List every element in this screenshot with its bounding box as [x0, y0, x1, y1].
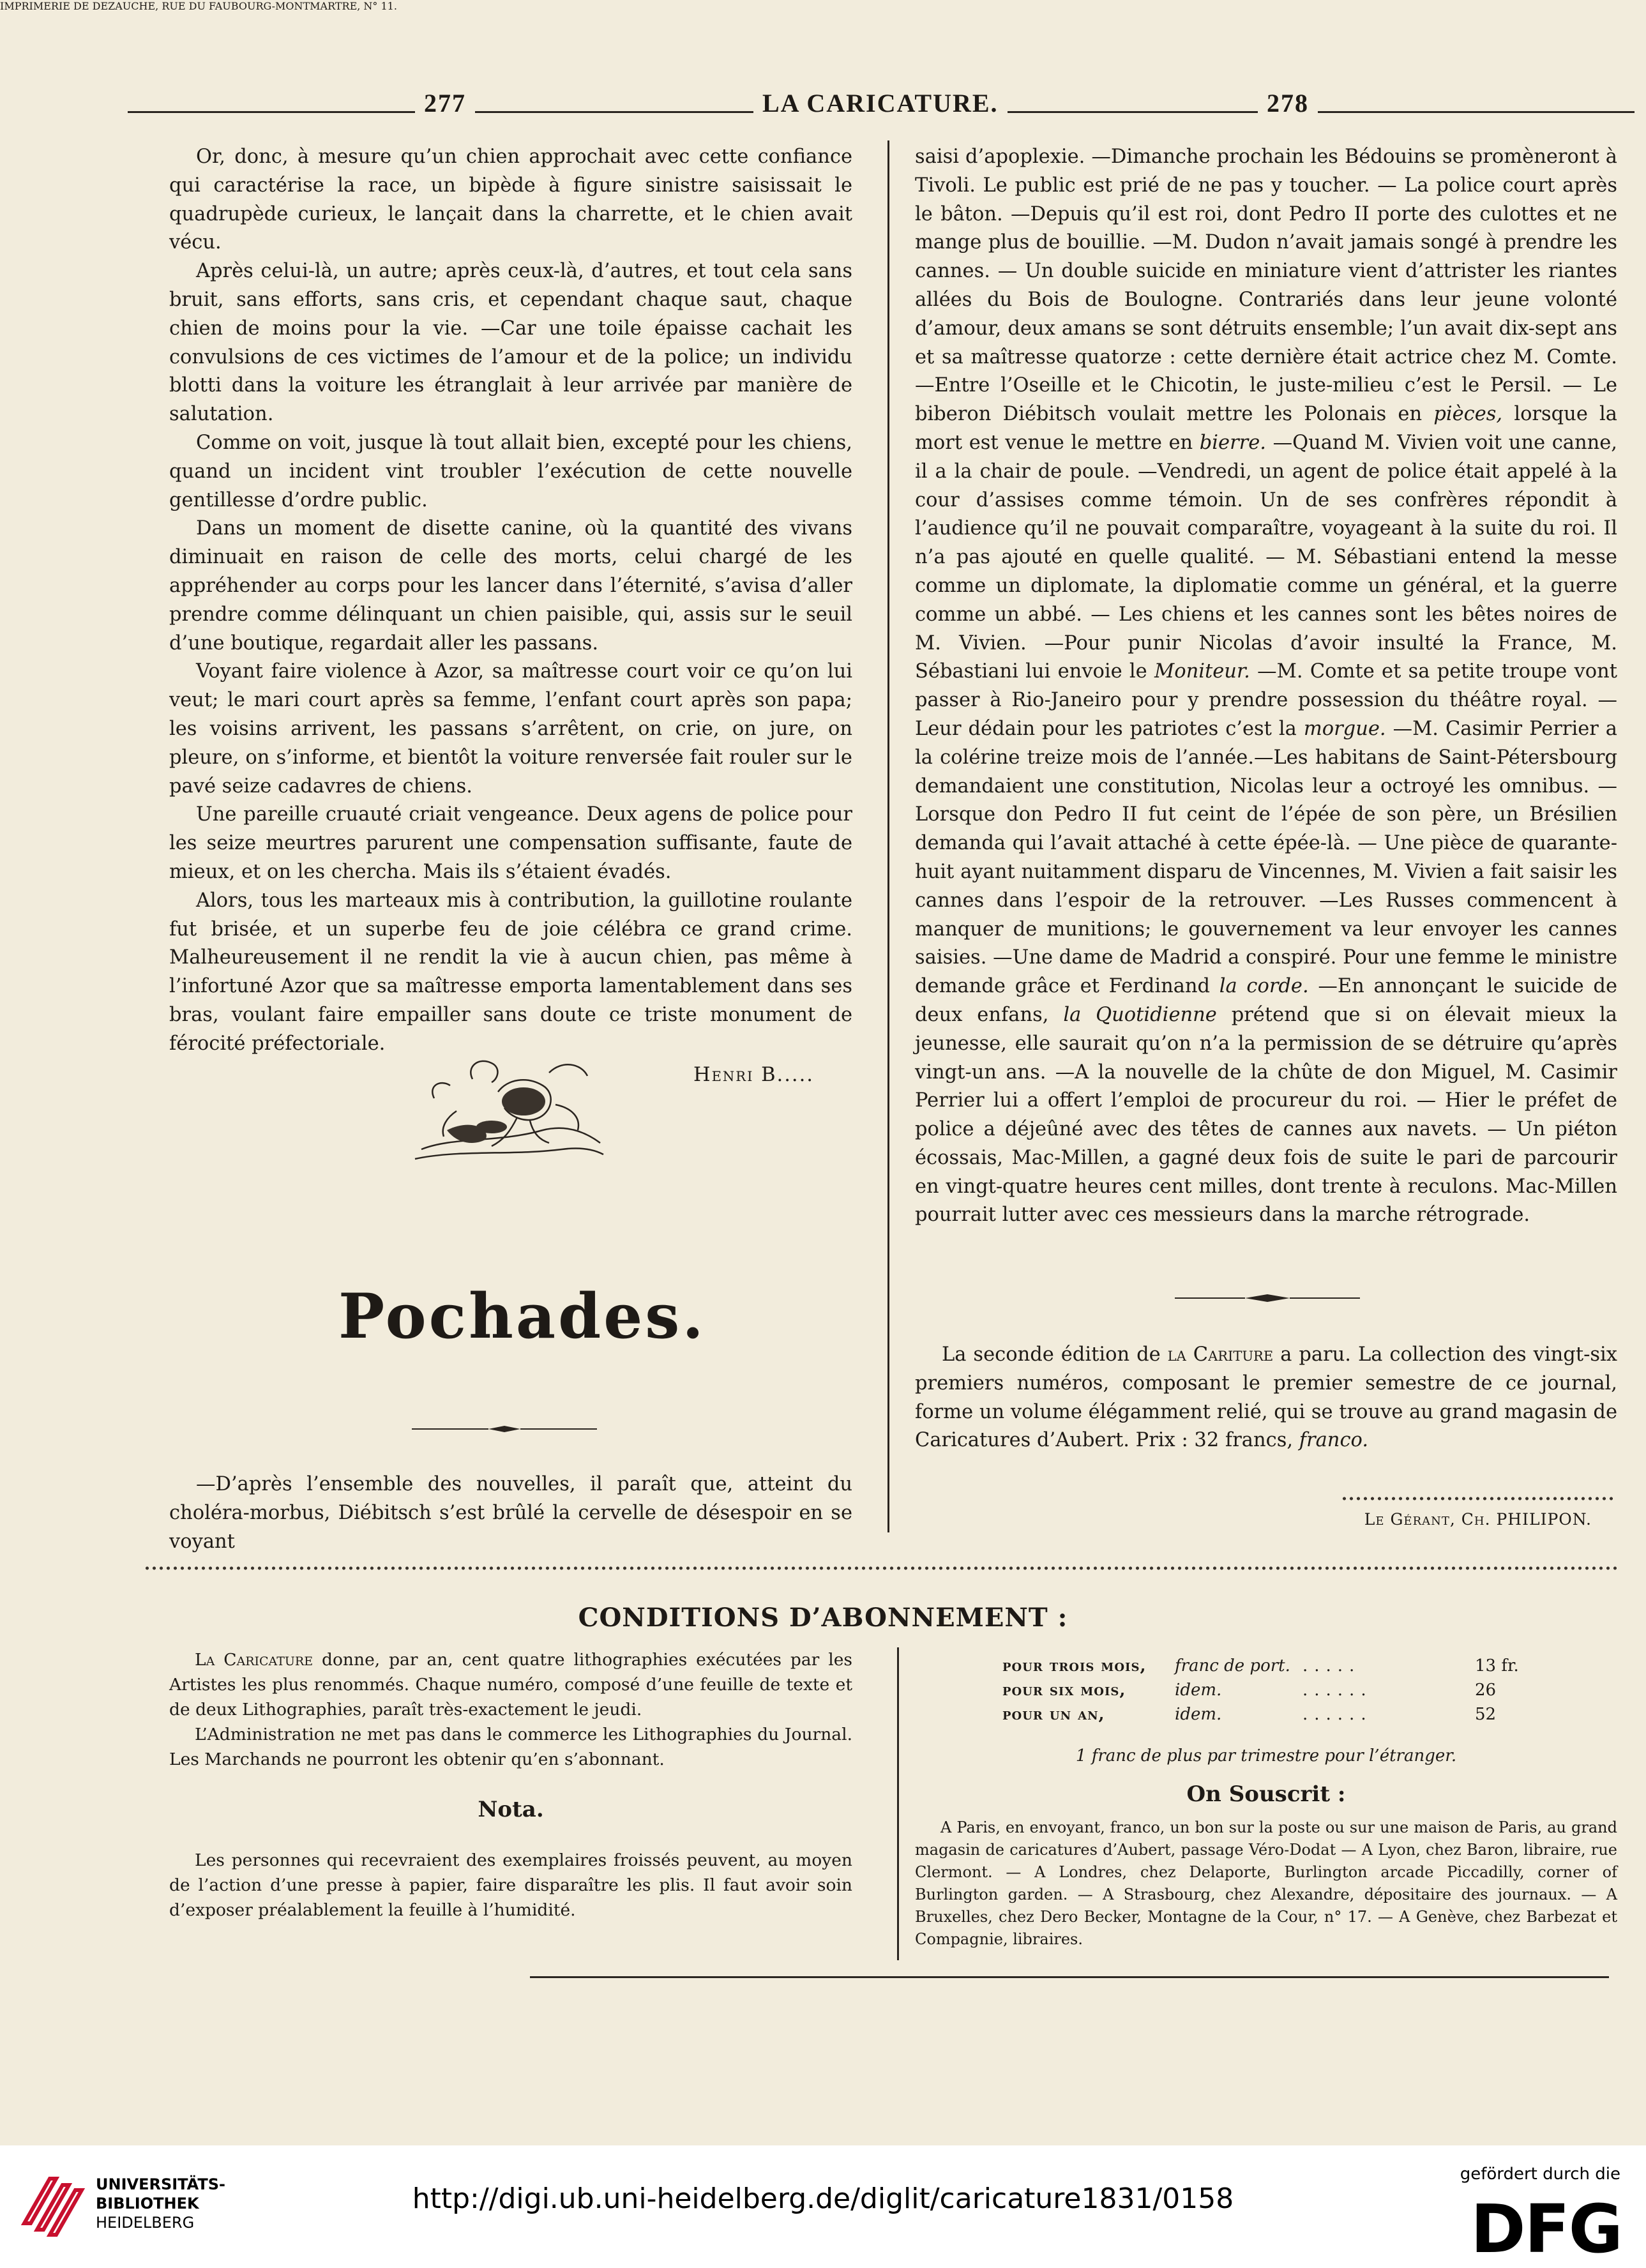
text-run: —En annonçant le suicide de deux enfans, — [915, 975, 1617, 1026]
page-number-right: 278 — [1258, 88, 1318, 118]
gerant-signature: Le Gérant, Ch. PHILIPON. — [1364, 1510, 1592, 1529]
price-label: pour trois mois, — [1002, 1656, 1147, 1675]
text-run: prétend que si on élevait mieux la jeunesse, elle saurait qu’on n’a la permission de se détruire qu’après vingt-un ans. —A la nouvelle de la chûte de don Miguel, M. Casimir Perrier lui a offert l’emploi de procureur du roi. — Hier le préfet de police a déjeûné avec des têtes de cannes aux navets. — Un piéton écossais, Mac-Millen, a gagné deux fois de suite le pari de parcourir en vingt-quatre heures cent milles, dont trente à reculons. Mac-Millen pourrait lutter avec ces messieurs dans la marche rétrograde. — [915, 1003, 1617, 1227]
conditions-title: CONDITIONS D’ABONNEMENT : — [578, 1603, 1068, 1633]
paragraph: Or, donc, à mesure qu’un chien approchait avec cette confiance qui caractérise la race, un bipède à figure sinistre saisissait le quadrupède curieux, le lançait dans la charrette, et le chien avait vécu. — [169, 146, 852, 254]
announcement — [915, 1341, 1617, 1455]
library-line: BIBLIOTHEK — [96, 2195, 199, 2212]
italic-run: franco. — [1299, 1429, 1369, 1452]
paragraph: Comme on voit, jusque là tout allait bien, excepté pour les chiens, quand un incident vint troubler l’exécution de cette nouvelle gentillesse d’ordre public. — [169, 431, 852, 511]
section-title: Pochades. — [338, 1280, 706, 1352]
paragraph — [915, 1341, 1617, 1455]
imprint-line: IMPRIMERIE DE DEZAUCHE, RUE DU FAUBOURG-MONTMARTRE, N° 11. — [0, 0, 397, 12]
price-amount: 26 — [1475, 1681, 1497, 1700]
page-number-left: 277 — [415, 88, 475, 118]
price-row — [1002, 1654, 1545, 1678]
paragraph: —D’après l’ensemble des nouvelles, il paraît que, atteint du choléra-morbus, Diébitsch s’est brûlé la cervelle de désespoir en se voyant — [169, 1473, 852, 1553]
text-run: lorsque la mort est venue le mettre en — [915, 403, 1617, 454]
leader-dots: ..... — [1302, 1656, 1361, 1675]
italic-run: la corde. — [1219, 975, 1309, 998]
paragraph: Alors, tous les marteaux mis à contribution, la guillotine roulante fut brisée, et un superbe feu de joie célébra ce grand crime. Malheureusement il ne rendit la vie à aucun chien, pas même à l’infortuné Azor que sa maîtresse emporta lamentablement dans ses bras, voulant faire empailler sans doute ce triste monument de férocité préfectoriale. — [169, 889, 852, 1055]
journal-title: LA CARICATURE. — [753, 88, 1008, 118]
text-run: —M. Casimir Perrier a la colérine treize mois de l’année.—Les habitans de Saint-Pétersbourg demandaient une constitution, Nicolas leur a octroyé les omnibus. — Lorsque don Pedro II fut ceint de l’épée de son père, un Brésilien demanda qui l’avait attaché à cette épée-là. — Une pièce de quarante-huit ayant nuitamment disparu de Vincennes, M. Vivien a fait saisir les cannes dans l’espoir de la retrouver. —Les Russes commencent à manquer de munitions; le gouvernement va leur envoyer les cannes saisies. —Une dame de Madrid a conspiré. Pour une femme le ministre demande grâce et Ferdinand — [915, 717, 1617, 998]
paragraph: Dans un moment de disette canine, où la quantité des vivans diminuait en raison de celle des morts, celui chargé de les appréhender au corps pour les lancer dans l’éternité, s’avisa d’aller prendre comme délinquant un chien paisible, qui, assis sur le seuil d’une boutique, regardait aller les passans. — [169, 517, 852, 654]
price-row — [1002, 1678, 1545, 1702]
leader-dots: ...... — [1302, 1705, 1373, 1724]
paragraph: L’Administration ne met pas dans le commerce les Lithographies du Journal. Les Marchands ne pourront les obtenir qu’en s’abonnant. — [169, 1725, 852, 1769]
source-url[interactable]: http://digi.ub.uni-heidelberg.de/diglit/caricature1831/0158 — [412, 2182, 1234, 2215]
dotted-rule — [144, 1566, 1619, 1571]
digitization-footer — [0, 2145, 1646, 2268]
souscrit-heading: On Souscrit : — [1186, 1781, 1346, 1807]
right-column — [915, 143, 1617, 1230]
text-run: —M. Comte et sa petite troupe vont passer à Rio-Janeiro pour y prendre possession du théâtre royal. —Leur dédain pour les patriotes c’est la — [915, 660, 1617, 740]
imprint-rule — [530, 1976, 1609, 1978]
text-run: a paru. La collection des vingt-six premiers numéros, composant le premier semestre de ce journal, forme un volume élégamment relié, qui se trouve au grand magasin de Caricatures d’Aubert. Prix : 32 francs, — [915, 1343, 1617, 1452]
italic-run: morgue. — [1303, 717, 1386, 740]
paragraph — [915, 143, 1617, 1230]
column-divider — [897, 1647, 899, 1960]
price-label: pour six mois, — [1002, 1681, 1126, 1700]
text-run: saisi d’apoplexie. —Dimanche prochain les Bédouins se promèneront à Tivoli. Le public est prié de ne pas y toucher. — La police court après le bâton. —Depuis qu’il est roi, dont Pedro II porte des culottes et ne mange plus de bouillie. —M. Dudon n’avait jamais songé à prendre les cannes. — Un double suicide en miniature vient d’attrister les riantes allées du Bois de Boulogne. Contrariés dans leur jeune volonté d’amour, deux amans se sont détruits ensemble; l’un avait dix-sept ans et sa maîtresse quatorze : cette dernière était actrice chez M. Comte. —Entre l’Oseille et le Chicotin, le juste-milieu c’est le Persil. — Le biberon Diébitsch voulait mettre les Polonais en — [915, 146, 1617, 426]
price-amount: 52 — [1475, 1705, 1497, 1724]
foreign-surcharge: 1 franc de plus par trimestre pour l’étranger. — [1075, 1746, 1457, 1765]
price-row — [1002, 1702, 1545, 1727]
library-line: HEIDELBERG — [96, 2214, 195, 2232]
price-list — [1002, 1654, 1545, 1727]
dotted-rule — [1341, 1496, 1615, 1501]
paragraph: Après celui-là, un autre; après ceux-là, d’autres, et tout cela sans bruit, sans efforts, sans cris, et cependant chaque saut, chaque chien de moins pour la vie. —Car une toile épaisse cachait les convulsions de ces victimes de l’amour et de la police; un individu blotti dans la voiture les étranglait à leur arrivée par manière de salutation. — [169, 260, 852, 426]
ornament-divider — [1175, 1293, 1360, 1303]
paragraph — [169, 1647, 852, 1722]
paragraph: A Paris, en envoyant, franco, un bon sur la poste ou sur une maison de Paris, au grand magasin de caricatures d’Aubert, passage Véro-Dodat — A Lyon, chez Baron, libraire, rue Clermont. — A Londres, chez Delaporte, Burlington arcade Piccadilly, corner of Burlington garden. — A Strasbourg, chez Alexandre, dépositaire des journaux. — A Bruxelles, chez Dero Becker, Montagne de la Cour, n° 17. — A Genève, chez Barbezat et Compagnie, libraires. — [915, 1818, 1617, 1948]
left-column — [169, 143, 852, 1089]
library-line: UNIVERSITÄTS- — [96, 2175, 226, 2193]
pochades-text-block — [169, 1470, 852, 1556]
text-run: la Cariture — [1167, 1343, 1274, 1366]
text-run: donne, par an, cent quatre lithographies exécutées par les Artistes les plus renommés. Chaque numéro, composé d’une feuille de texte et de deux Lithographies, paraît très-exactement le jeudi. — [169, 1650, 852, 1720]
paragraph: Voyant faire violence à Azor, sa maîtresse court voir ce qu’on lui veut; le mari court après sa femme, l’enfant court après son papa; les voisins arrivent, les passans s’arrêtent, on crie, on jure, on pleure, on s’informe, et bientôt la voiture renversée fait rouler sur le pavé seize cadavres de chiens. — [169, 660, 852, 798]
ornament-divider — [412, 1424, 597, 1434]
paragraph: Les personnes qui recevraient des exemplaires froissés peuvent, au moyen de l’action d’une presse à papier, faire disparaître les plis. Il faut avoir soin d’exposer préalablement la feuille à l’humidité. — [169, 1850, 852, 1920]
italic-run: bierre. — [1199, 431, 1266, 454]
price-note: idem. — [1175, 1705, 1222, 1724]
paragraph: Une pareille cruauté criait vengeance. Deux agens de police pour les seize meurtres parurent une compensation suffisante, faute de mieux, et on les chercha. Mais ils s’étaient évadés. — [169, 803, 852, 883]
italic-run: la Quotidienne — [1063, 1003, 1217, 1026]
price-note: idem. — [1175, 1681, 1222, 1700]
nota-heading: Nota. — [478, 1797, 544, 1822]
vignette-illustration — [396, 1054, 613, 1175]
leader-dots: ...... — [1302, 1681, 1373, 1700]
text-run: La seconde édition de — [942, 1343, 1161, 1366]
price-amount: 13 fr. — [1475, 1656, 1519, 1675]
italic-run: pièces, — [1433, 403, 1503, 426]
signature: Henri B..... — [693, 1063, 814, 1086]
funding-caption: gefördert durch die — [1460, 2165, 1620, 2184]
dfg-logo: DFG — [1470, 2190, 1622, 2268]
page-header — [128, 88, 1635, 126]
conditions-left — [169, 1647, 852, 1923]
price-label: pour un an, — [1002, 1705, 1105, 1724]
italic-run: Moniteur. — [1154, 660, 1250, 683]
column-divider — [887, 140, 889, 1532]
text-run: —Quand M. Vivien voit une canne, il a la chair de poule. —Vendredi, un agent de police était appelé à la cour d’assises comme témoin. Un de ses confrères répondit à l’audience qu’il ne pouvait comparaître, voyageant à la suite du roi. Il n’a pas ajouté en quelle qualité. — M. Sébastiani entend la messe comme un diplomate, la diplomatie comme un général, et la guerre comme un abbé. — Les chiens et les cannes sont les bêtes noires de M. Vivien. —Pour punir Nicolas d’avoir insulté la France, M. Sébastiani lui envoie le — [915, 431, 1617, 683]
souscrit-text-block — [915, 1817, 1617, 1951]
price-note: franc de port. — [1175, 1656, 1290, 1675]
text-run: La Caricature — [195, 1650, 313, 1670]
